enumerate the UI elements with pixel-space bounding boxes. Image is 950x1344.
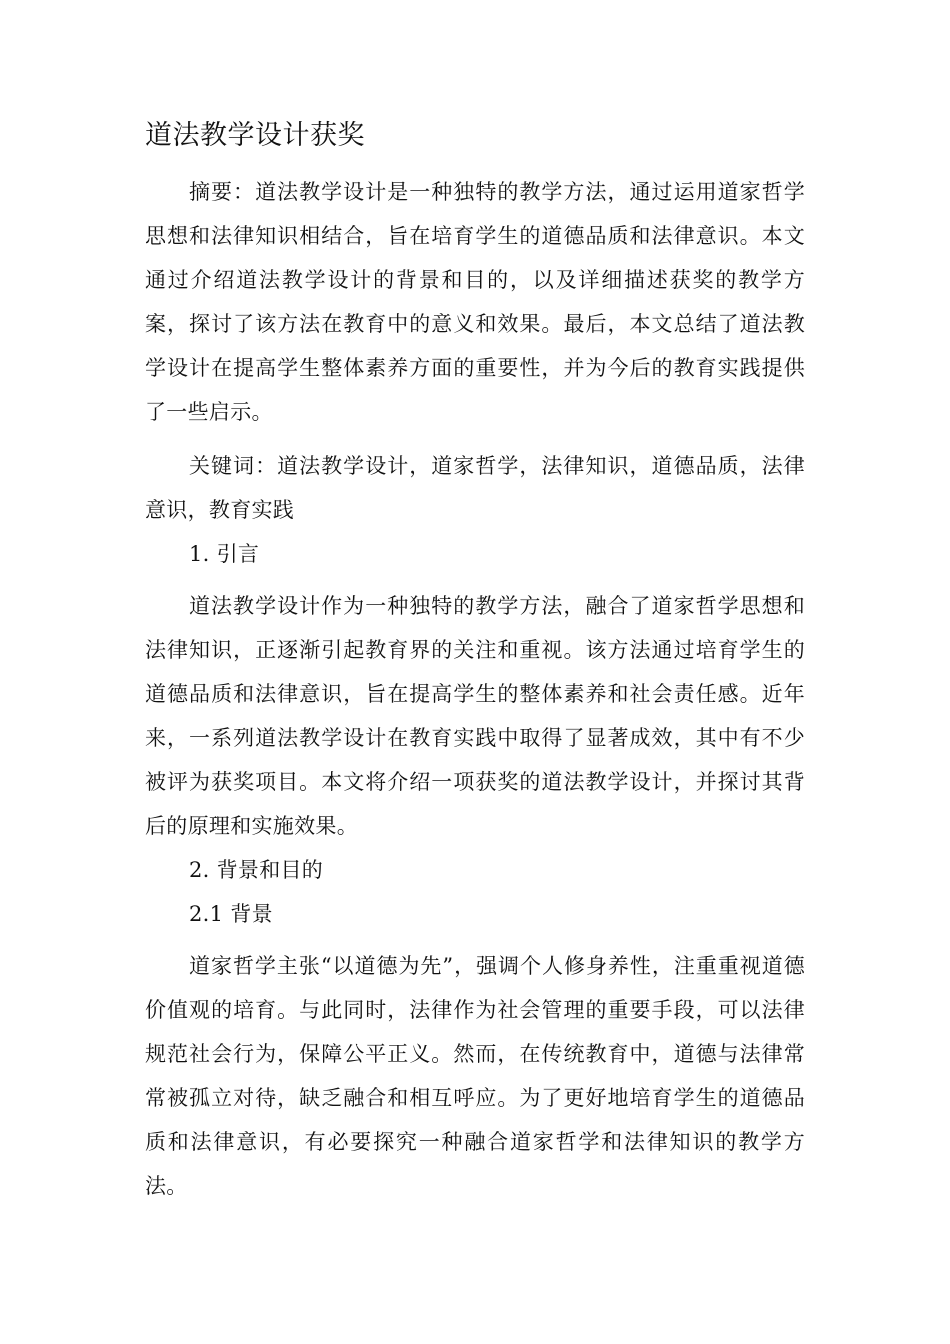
section-2-1-paragraph: 道家哲学主张“以道德为先”，强调个人修身养性，注重重视道德价值观的培育。与此同时，法律作为社会管理的重要手段，可以法律规范社会行为，保障公平正义。然而，在传统教育中，道德与法律常常被孤立对待，缺乏融合和相互呼应。为了更好地培育学生的道德品质和法律意识，有必要探究一种融合道家哲学和法律知识的教学方法。 xyxy=(145,954,805,1198)
section-1-heading: 1. 引言 xyxy=(189,542,260,566)
section-2-1-heading: 2.1 背景 xyxy=(189,902,273,926)
document-title: 道法教学设计获奖 xyxy=(145,120,365,151)
section-2-heading: 2. 背景和目的 xyxy=(189,858,324,882)
document-page xyxy=(145,112,805,1208)
keywords-paragraph: 关键词：道法教学设计，道家哲学，法律知识，道德品质，法律意识，教育实践 xyxy=(145,454,805,522)
abstract-paragraph: 摘要：道法教学设计是一种独特的教学方法，通过运用道家哲学思想和法律知识相结合，旨在培育学生的道德品质和法律意识。本文通过介绍道法教学设计的背景和目的，以及详细描述获奖的教学方案，探讨了该方法在教育中的意义和效果。最后，本文总结了道法教学设计在提高学生整体素养方面的重要性，并为今后的教育实践提供了一些启示。 xyxy=(145,180,805,424)
section-1-paragraph: 道法教学设计作为一种独特的教学方法，融合了道家哲学思想和法律知识，正逐渐引起教育界的关注和重视。该方法通过培育学生的道德品质和法律意识，旨在提高学生的整体素养和社会责任感。近年来，一系列道法教学设计在教育实践中取得了显著成效，其中有不少被评为获奖项目。本文将介绍一项获奖的道法教学设计，并探讨其背后的原理和实施效果。 xyxy=(145,594,805,838)
